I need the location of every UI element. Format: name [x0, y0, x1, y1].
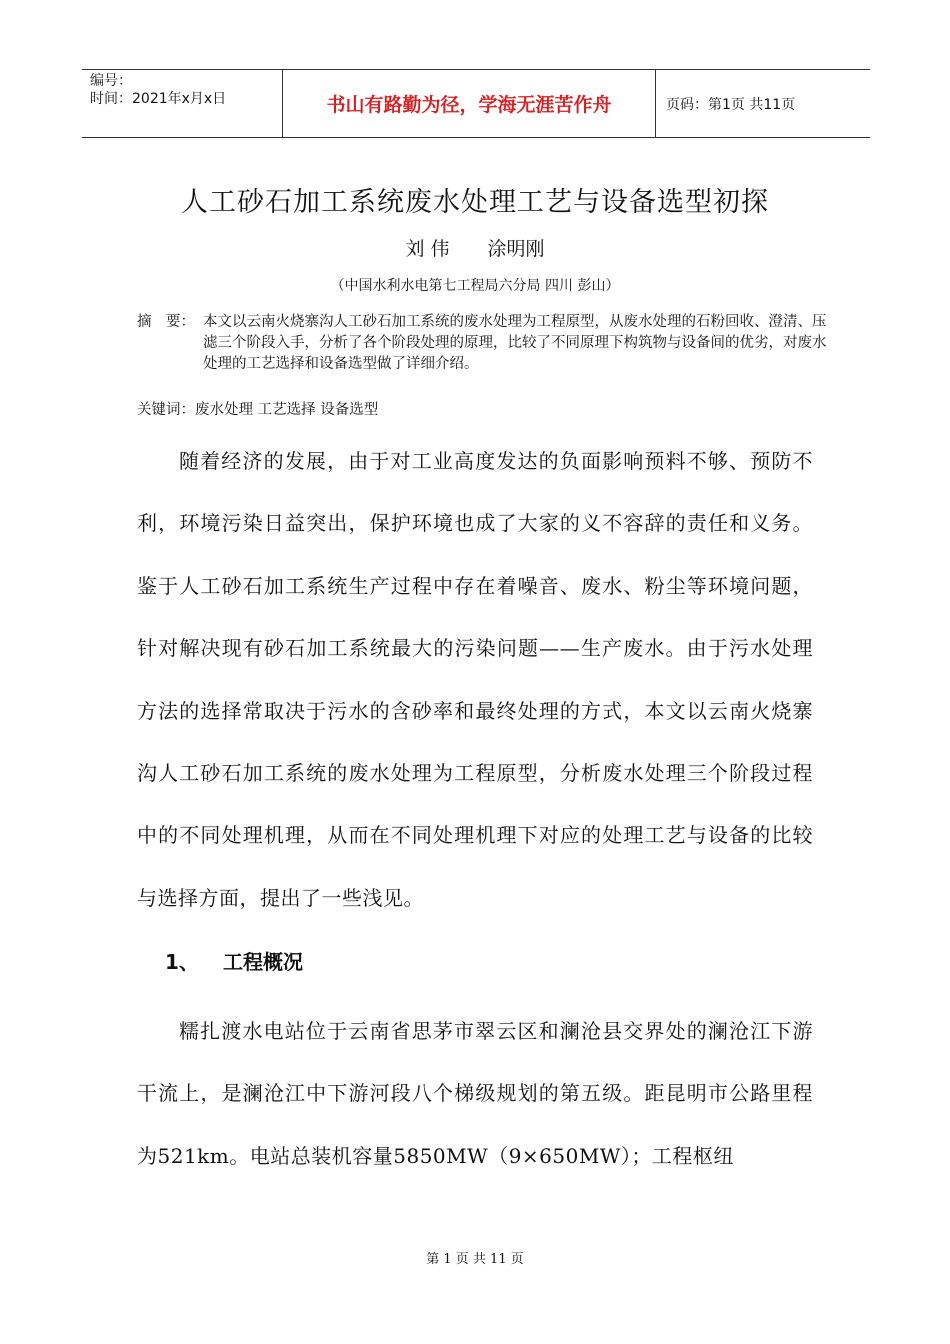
authors — [0, 234, 950, 261]
abstract-label: 摘 要： — [137, 314, 195, 330]
author-1: 刘 伟 — [405, 238, 450, 260]
author-2: 涂明刚 — [487, 238, 545, 260]
paper-title: 人工砂石加工系统废水处理工艺与设备选型初探 — [181, 187, 769, 218]
number-label: 编号： — [90, 73, 132, 89]
keywords: 关键词：废水处理 工艺选择 设备选型 — [137, 402, 379, 418]
section-heading — [165, 946, 303, 975]
time-label: 时间：2021年x月x日 — [90, 91, 227, 107]
intro-paragraph: 随着经济的发展，由于对工业高度发达的负面影响预料不够、预防不利，环境污染日益突出，保护环境也成了大家的义不容辞的责任和义务。鉴于人工砂石加工系统生产过程中存在着噪音、废水、粉尘等环境问题，针对解决现有砂石加工系统最大的污染问题——生产废水。由于污水处理方法的选择常取决于污水的含砂率和最终处理的方式，本文以云南火烧寨沟人工砂石加工系统的废水处理为工程原型，分析废水处理三个阶段过程中的不同处理机理，从而在不同处理机理下对应的处理工艺与设备的比较与选择方面，提出了一些浅见。 — [137, 449, 813, 910]
section-title: 工程概况 — [223, 950, 303, 974]
section-paragraph: 糯扎渡水电站位于云南省思茅市翠云区和澜沧县交界处的澜沧江下游干流上，是澜沧江中下游河段八个梯级规划的第五级。距昆明市公路里程为521km。电站总装机容量5850MW（9×650MW）；工程枢纽 — [137, 1019, 813, 1168]
abstract — [137, 312, 827, 375]
page-footer: 第 1 页 共 11 页 — [426, 1252, 524, 1267]
header-meta — [82, 70, 282, 137]
abstract-text: 本文以云南火烧寨沟人工砂石加工系统的废水处理为工程原型，从废水处理的石粉回收、澄清、压滤三个阶段入手，分析了各个阶段处理的原理，比较了不同原理下构筑物与设备间的优劣，对废水处理的工艺选择和设备选型做了详细介绍。 — [203, 314, 827, 372]
section-number: 1、 — [165, 950, 199, 974]
page-info: 页码：第1页 共11页 — [666, 96, 796, 113]
motto: 书山有路勤为径，学海无涯苦作舟 — [282, 70, 656, 137]
affiliation: （中国水利水电第七工程局六分局 四川 彭山） — [330, 278, 620, 294]
header-table — [82, 69, 870, 138]
